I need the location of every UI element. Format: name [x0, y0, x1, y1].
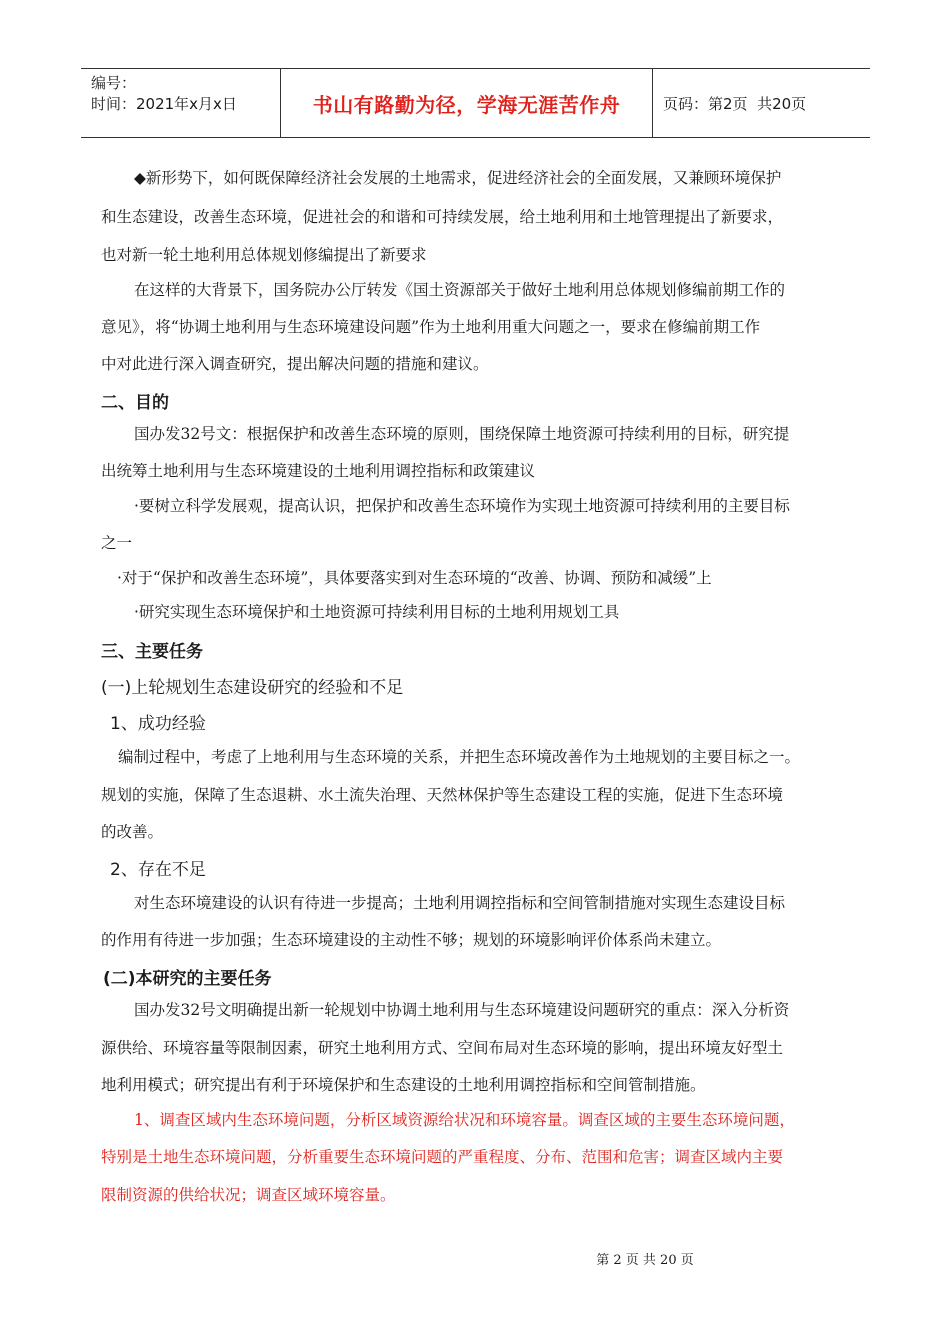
item-1-line-3: 的改善。: [101, 823, 164, 841]
item-2-heading: 2、存在不足: [110, 860, 206, 880]
section-3-title: 三、主要任务: [101, 642, 203, 662]
item-1-line-2: 规划的实施，保障了生态退耕、水土流失治理、天然林保护等生态建设工程的实施，促进下生态环境: [101, 786, 784, 804]
page-header: [81, 68, 870, 138]
serial-label: 编号：: [91, 74, 137, 92]
section-2-bullet-3: ·研究实现生态环境保护和土地资源可持续利用目标的土地利用规划工具: [134, 603, 620, 621]
section-2-title: 二、目的: [101, 393, 169, 413]
item-2-line-2: 的作用有待进一步加强；生态环境建设的主动性不够；规划的环境影响评价体系尚未建立。: [101, 931, 722, 949]
header-page-info: [653, 69, 870, 137]
item-1-line-1: 编制过程中，考虑了上地利用与生态环境的关系，并把生态环境改善作为土地规划的主要目标之一。: [118, 748, 801, 766]
red-task-line-3: 限制资源的供给状况；调查区域环境容量。: [101, 1186, 396, 1204]
section-3-sub-1: (一)上轮规划生态建设研究的经验和不足: [101, 678, 404, 698]
red-task-line-1: 1、调查区域内生态环境问题，分析区域资源给状况和环境容量。调查区域的主要生态环境问题，: [134, 1111, 795, 1129]
red-task-line-2: 特别是土地生态环境问题，分析重要生态环境问题的严重程度、分布、范围和危害；调查区域内主要: [101, 1148, 784, 1166]
section-2-p1-line-1: 国办发32号文：根据保护和改善生态环境的原则，围绕保障土地资源可持续利用的目标，研究提: [134, 425, 790, 443]
section-2-bullet-1-line-2: 之一: [101, 534, 133, 552]
section-2-bullet-1-line-1: ·要树立科学发展观，提高认识，把保护和改善生态环境作为实现土地资源可持续利用的主要目标: [134, 497, 790, 515]
section-2-bullet-2: ·对于“保护和改善生态环境”，具体要落实到对生态环境的“改善、协调、预防和减缓”上: [117, 569, 712, 587]
item-2-line-1: 对生态环境建设的认识有待进一步提高；土地利用调控指标和空间管制措施对实现生态建设目标: [134, 894, 786, 912]
header-meta: [81, 69, 281, 137]
intro-p1-line-2: 和生态建设，改善生态环境，促进社会的和谐和可持续发展，给土地利用和土地管理提出了新要求，: [101, 208, 784, 226]
header-motto: 书山有路勤为径，学海无涯苦作舟: [281, 69, 653, 137]
sub-2-line-1: 国办发32号文明确提出新一轮规划中协调土地利用与生态环境建设问题研究的重点：深入分析资: [134, 1001, 790, 1019]
section-2-p1-line-2: 出统筹土地利用与生态环境建设的土地利用调控指标和政策建议: [101, 462, 536, 480]
section-3-sub-2: (二)本研究的主要任务: [103, 969, 272, 989]
sub-2-line-2: 源供给、环境容量等限制因素，研究土地利用方式、空间布局对生态环境的影响，提出环境友好型土: [101, 1039, 784, 1057]
intro-p1-line-1: ◆新形势下，如何既保障经济社会发展的土地需求，促进经济社会的全面发展，又兼顾环境保护: [134, 169, 782, 187]
intro-p2-line-1: 在这样的大背景下，国务院办公厅转发《国土资源部关于做好土地利用总体规划修编前期工作的: [134, 281, 786, 299]
page-info-text: 页码：第2页 共20页: [663, 94, 807, 113]
intro-p2-line-2: 意见》，将“协调土地利用与生态环境建设问题”作为土地利用重大问题之一，要求在修编前期工作: [101, 318, 761, 336]
date-label: 时间：2021年x月x日: [91, 95, 237, 113]
intro-p1-line-3: 也对新一轮土地利用总体规划修编提出了新要求: [101, 246, 427, 264]
intro-p2-line-3: 中对此进行深入调查研究，提出解决问题的措施和建议。: [101, 355, 489, 373]
item-1-heading: 1、成功经验: [110, 714, 206, 734]
page-footer: 第 2 页 共 20 页: [596, 1253, 694, 1268]
sub-2-line-3: 地利用模式；研究提出有利于环境保护和生态建设的土地利用调控指标和空间管制措施。: [101, 1076, 706, 1094]
